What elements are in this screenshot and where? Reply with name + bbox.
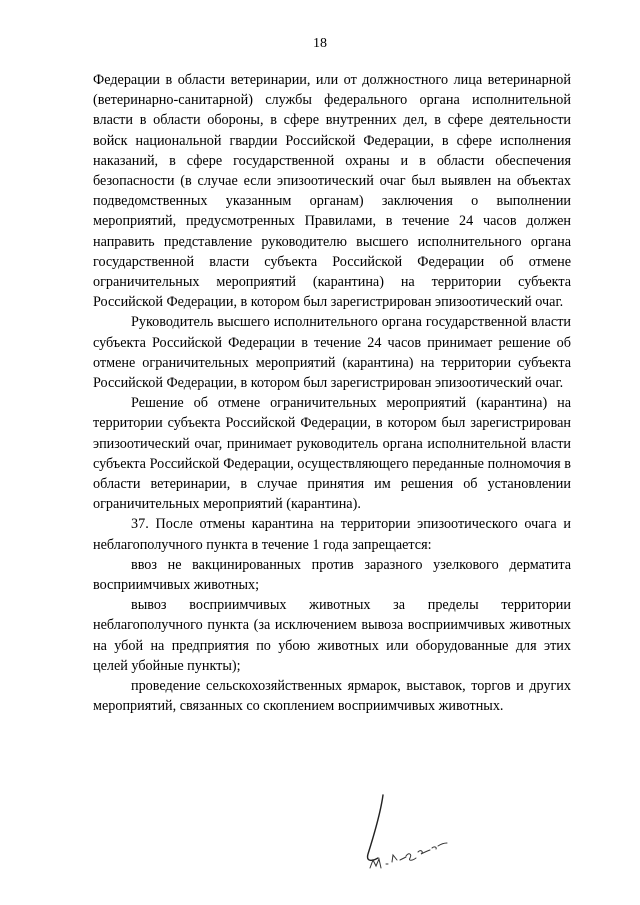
paragraph-1: Федерации в области ветеринарии, или от должностного лица ветеринарной (ветеринарно-санитарной) службы федерального органа исполнительной власти в области обороны, в сфере внутренних дел, в сфере деятельности войск национальной гвардии Российской Федерации, в сфере исполнения наказаний, в сфере государственной охраны и в области обеспечения безопасности (в случае если эпизоотический очаг был выявлен на объектах подведомственных указанным органам) заключения о выполнении мероприятий, предусмотренных Правилами, в течение 24 часов должен направить представление руководителю высшего исполнительного органа государственной власти субъекта Российской Федерации об отмене ограничительных мероприятий (карантина) на территории субъекта Российской Федерации, в котором был зарегистрирован эпизоотический очаг. — [93, 72, 571, 311]
page-number: 18 — [313, 36, 327, 51]
paragraph-7: проведение сельскохозяйственных ярмарок, выставок, торгов и других мероприятий, связанных со скоплением восприимчивых животных. — [93, 678, 571, 715]
handwritten-signature — [358, 790, 468, 880]
paragraph-5: ввоз не вакцинированных против заразного узелкового дерматита восприимчивых животных; — [93, 556, 571, 594]
paragraph-6: вывоз восприимчивых животных за пределы территории неблагополучного пункта (за исключением вывоза восприимчивых животных на убой на предприятия по убою животных или оборудованные для этих целей убойные пункты); — [93, 597, 571, 674]
paragraph-3: Решение об отмене ограничительных мероприятий (карантина) на территории субъекта Российской Федерации, в котором был зарегистрирован эпизоотический очаг, принимает руководитель органа исполнительной власти субъекта Российской Федерации, осуществляющего переданные полномочия в области ветеринарии, в случае принятия им решения об установлении ограничительных мероприятий (карантина). — [93, 395, 571, 513]
paragraph-4: 37. После отмены карантина на территории эпизоотического очага и неблагополучного пункта в течение 1 года запрещается: — [93, 516, 571, 553]
signature-script — [370, 843, 447, 868]
paragraph-2: Руководитель высшего исполнительного органа государственной власти субъекта Российской Федерации в течение 24 часов принимает решение об отмене ограничительных мероприятий (карантина) на территории субъекта Российской Федерации, в котором был зарегистрирован эпизоотический очаг. — [93, 314, 571, 392]
document-body — [93, 70, 571, 717]
signature-stroke — [368, 795, 383, 860]
